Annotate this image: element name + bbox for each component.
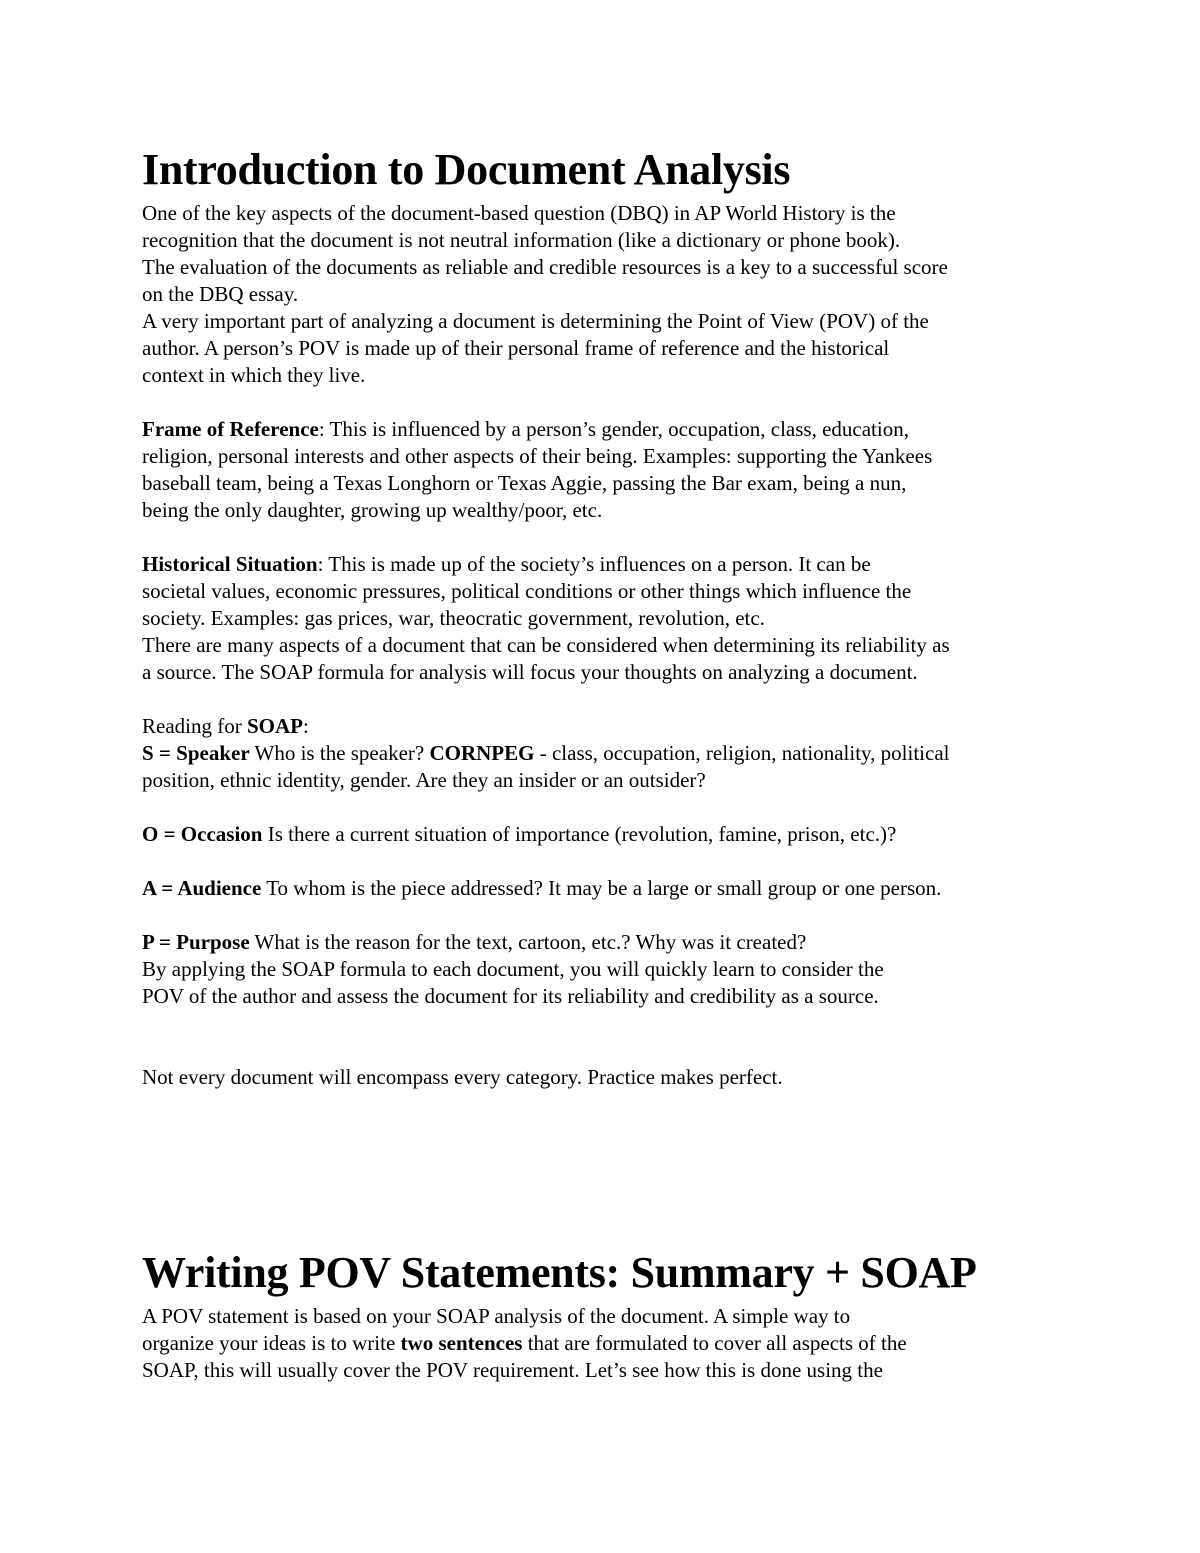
historical-text: : This is made up of the society’s influences on a person. It can be (317, 552, 871, 576)
spacer (142, 1010, 1062, 1064)
frame-line (142, 416, 1062, 443)
soap-cornpeg: CORNPEG (429, 741, 535, 765)
frame-line: religion, personal interests and other aspects of their being. Examples: supporting the Yankees (142, 444, 933, 468)
intro-line: The evaluation of the documents as reliable and credible resources is a key to a successful score (142, 255, 948, 279)
pov-text: that are formulated to cover all aspects of the (522, 1331, 907, 1355)
soap-audience-label: A = Audience (142, 876, 262, 900)
historical-line: a source. The SOAP formula for analysis will focus your thoughts on analyzing a document. (142, 660, 918, 684)
spacer (142, 389, 1062, 416)
soap-heading-bold: SOAP (246, 714, 303, 738)
soap-occasion-label: O = Occasion (142, 822, 263, 846)
section-title-pov: Writing POV Statements: Summary + SOAP (142, 1248, 977, 1297)
soap-closing-line: POV of the author and assess the document for its reliability and credibility as a source. (142, 984, 879, 1008)
soap-purpose-label: P = Purpose (142, 930, 250, 954)
historical-line (142, 551, 1062, 578)
soap-speaker-label: S = Speaker (142, 741, 250, 765)
soap-heading (142, 713, 1062, 740)
spacer (142, 524, 1062, 551)
soap-speaker-line (142, 740, 1062, 767)
soap-audience-line (142, 875, 1062, 902)
pov-line (142, 1330, 1062, 1357)
intro-paragraph (142, 200, 1062, 389)
pov-paragraph (142, 1303, 1062, 1384)
soap-purpose-text: What is the reason for the text, cartoon, etc.? Why was it created? (249, 930, 807, 954)
historical-line: society. Examples: gas prices, war, theocratic government, revolution, etc. (142, 606, 765, 630)
historical-line: There are many aspects of a document that can be considered when determining its reliability as (142, 633, 950, 657)
pov-text: organize your ideas is to write (142, 1331, 401, 1355)
intro-line: A very important part of analyzing a document is determining the Point of View (POV) of the (142, 309, 929, 333)
historical-situation-paragraph (142, 551, 1062, 686)
historical-line: societal values, economic pressures, political conditions or other things which influence the (142, 579, 912, 603)
soap-heading-prefix: Reading for (142, 714, 247, 738)
historical-label: Historical Situation (142, 552, 318, 576)
spacer (142, 686, 1062, 713)
soap-occasion-line (142, 821, 1062, 848)
frame-text: : This is influenced by a person’s gender, occupation, class, education, (318, 417, 909, 441)
soap-closing-line: By applying the SOAP formula to each document, you will quickly learn to consider the (142, 957, 884, 981)
practice-line: Not every document will encompass every category. Practice makes perfect. (142, 1065, 783, 1089)
soap-speaker-text: Who is the speaker? (249, 741, 430, 765)
pov-line: A POV statement is based on your SOAP analysis of the document. A simple way to (142, 1304, 851, 1328)
intro-line: on the DBQ essay. (142, 282, 299, 306)
soap-heading-suffix: : (303, 714, 309, 738)
intro-line: One of the key aspects of the document-based question (DBQ) in AP World History is the (142, 201, 896, 225)
soap-purpose-line (142, 929, 1062, 956)
soap-occasion-text: Is there a current situation of importance (revolution, famine, prison, etc.)? (262, 822, 897, 846)
frame-line: baseball team, being a Texas Longhorn or Texas Aggie, passing the Bar exam, being a nun, (142, 471, 907, 495)
frame-of-reference-paragraph (142, 416, 1062, 524)
soap-speaker-text: - class, occupation, religion, nationality, political (534, 741, 950, 765)
intro-line: author. A person’s POV is made up of their personal frame of reference and the historical (142, 336, 890, 360)
pov-line: SOAP, this will usually cover the POV requirement. Let’s see how this is done using the (142, 1358, 883, 1382)
page-content (142, 140, 1062, 1384)
soap-speaker-line: position, ethnic identity, gender. Are they an insider or an outsider? (142, 768, 706, 792)
soap-section (142, 713, 1062, 1091)
intro-line: context in which they live. (142, 363, 366, 387)
spacer (142, 848, 1062, 875)
frame-line: being the only daughter, growing up wealthy/poor, etc. (142, 498, 603, 522)
spacer (142, 902, 1062, 929)
spacer (142, 794, 1062, 821)
soap-audience-text: To whom is the piece addressed? It may be a large or small group or one person. (261, 876, 942, 900)
pov-two-sentences: two sentences (400, 1331, 523, 1355)
section-title-intro: Introduction to Document Analysis (142, 145, 791, 194)
spacer (142, 1091, 1062, 1243)
intro-line: recognition that the document is not neutral information (like a dictionary or phone book). (142, 228, 901, 252)
frame-label: Frame of Reference (142, 417, 319, 441)
